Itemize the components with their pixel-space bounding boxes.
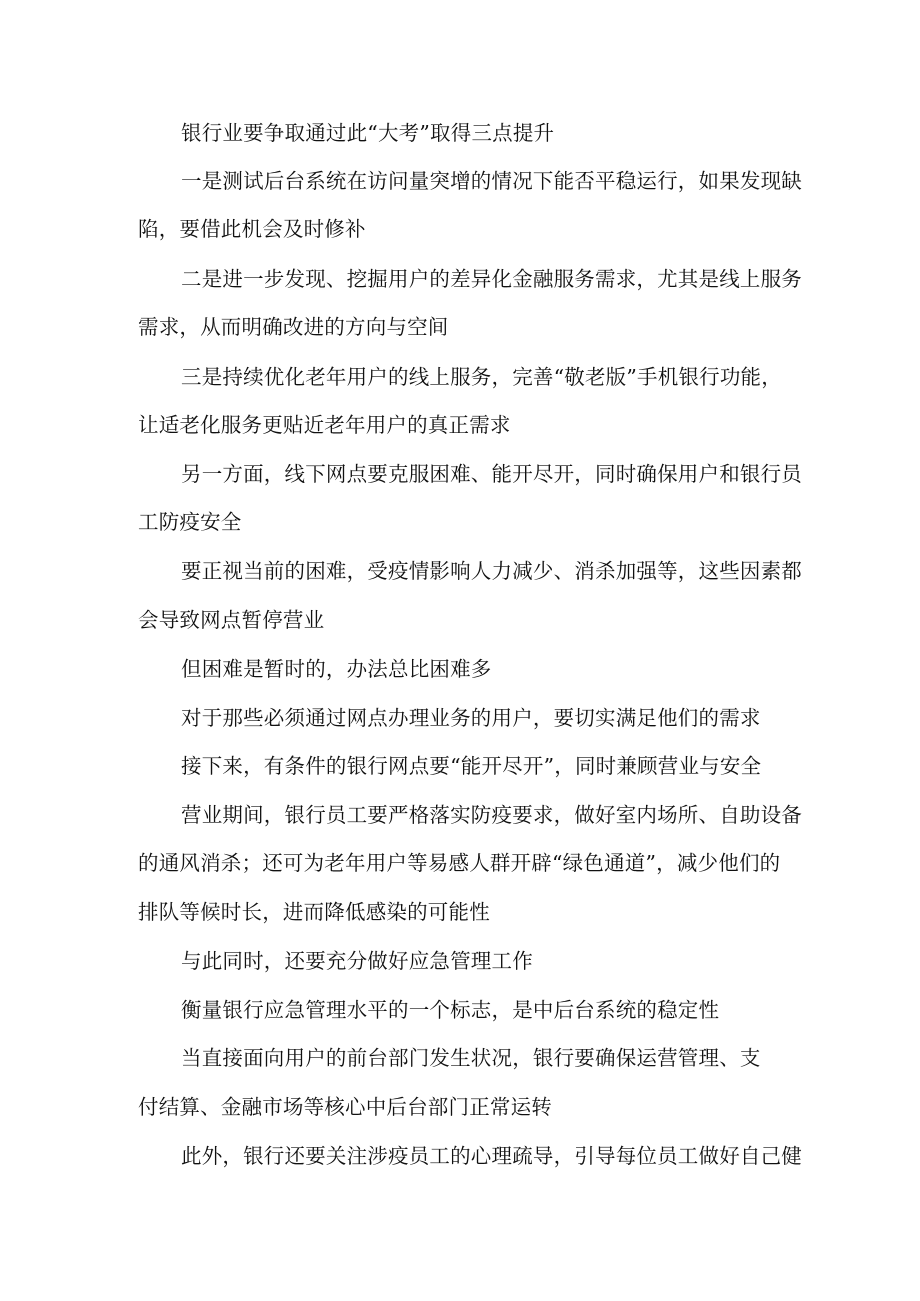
text-line-7: 让适老化服务更贴近老年用户的真正需求 xyxy=(138,413,511,437)
text-line-1: 银行业要争取通过此“大考”取得三点提升 xyxy=(181,121,555,145)
text-line-19: 衡量银行应急管理水平的一个标志，是中后台系统的稳定性 xyxy=(181,998,720,1022)
text-line-4: 二是进一步发现、挖掘用户的差异化金融服务需求，尤其是线上服务 xyxy=(181,267,802,291)
text-line-2: 一是测试后台系统在访问量突增的情况下能否平稳运行，如果发现缺 xyxy=(181,169,802,193)
text-line-8: 另一方面，线下网点要克服困难、能开尽开，同时确保用户和银行员 xyxy=(181,462,802,486)
text-line-13: 对于那些必须通过网点办理业务的用户，要切实满足他们的需求 xyxy=(181,706,761,730)
text-line-11: 会导致网点暂停营业 xyxy=(138,608,325,632)
text-line-16: 的通风消杀；还可为老年用户等易感人群开辟“绿色通道”，减少他们的 xyxy=(138,851,781,875)
text-line-18: 与此同时，还要充分做好应急管理工作 xyxy=(181,949,533,973)
text-line-5: 需求，从而明确改进的方向与空间 xyxy=(138,315,449,339)
text-line-3: 陷，要借此机会及时修补 xyxy=(138,217,366,241)
text-line-15: 营业期间，银行员工要严格落实防疫要求，做好室内场所、自助设备 xyxy=(181,803,802,827)
text-line-6: 三是持续优化老年用户的线上服务，完善“敬老版”手机银行功能， xyxy=(181,365,782,389)
text-line-17: 排队等候时长，进而降低感染的可能性 xyxy=(138,900,490,924)
text-line-22: 此外，银行还要关注涉疫员工的心理疏导，引导每位员工做好自己健 xyxy=(181,1144,802,1168)
text-line-9: 工防疫安全 xyxy=(138,510,242,534)
text-line-12: 但困难是暂时的，办法总比困难多 xyxy=(181,657,492,681)
text-line-14: 接下来，有条件的银行网点要“能开尽开”，同时兼顾营业与安全 xyxy=(181,754,762,778)
text-line-10: 要正视当前的困难，受疫情影响人力减少、消杀加强等，这些因素都 xyxy=(181,559,802,583)
text-line-21: 付结算、金融市场等核心中后台部门正常运转 xyxy=(138,1095,552,1119)
text-line-20: 当直接面向用户的前台部门发生状况，银行要确保运营管理、支 xyxy=(181,1046,761,1070)
